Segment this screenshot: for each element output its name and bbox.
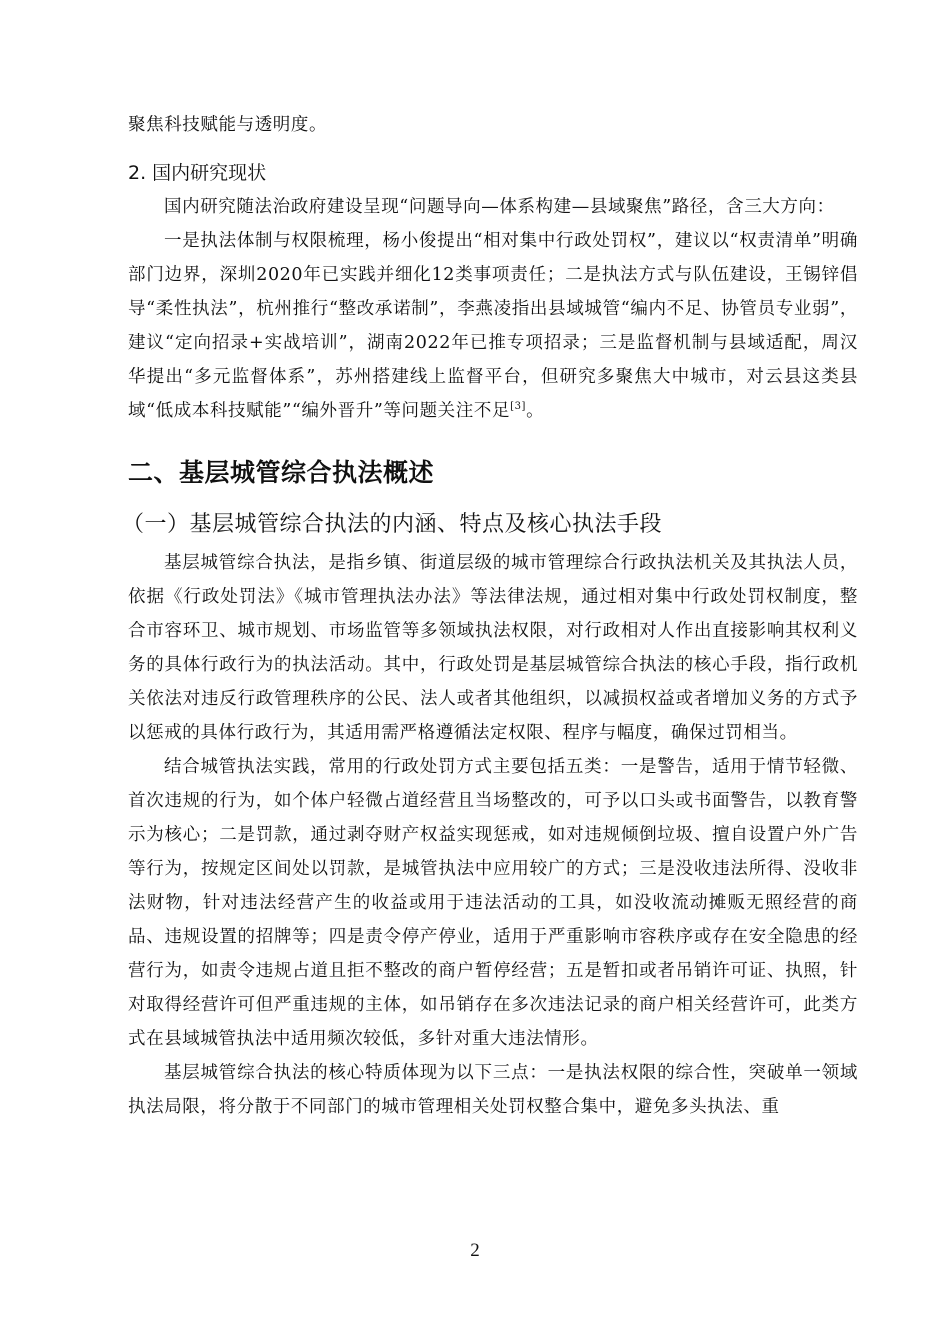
page-number: 2 xyxy=(470,1240,480,1261)
paragraph-penalty-types: 结合城管执法实践，常用的行政处罚方式主要包括五类：一是警告，适用于情节轻微、首次违规的行为，如个体户轻微占道经营且当场整改的，可予以口头或书面警告，以教育警示为核心；二是罚款，通过剥夺财产权益实现惩戒，如对违规倾倒垃圾、擅自设置户外广告等行为，按规定区间处以罚款，是城管执法中应用较广的方式；三是没收违法所得、没收非法财物，针对违法经营产生的收益或用于违法活动的工具，如没收流动摊贩无照经营的商品、违规设置的招牌等；四是责令停产停业，适用于严重影响市容秩序或存在安全隐患的经营行为，如责令违规占道且拒不整改的商户暂停经营；五是暂扣或者吊销许可证、执照，针对取得经营许可但严重违规的主体，如吊销存在多次违法记录的商户相关经营许可，此类方式在县域城管执法中适用频次较低，多针对重大违法情形。 xyxy=(128,757,858,1049)
paragraph-domestic-body-text: 一是执法体制与权限梳理，杨小俊提出“相对集中行政处罚权”，建议以“权责清单”明确部门边界，深圳2020年已实践并细化12类事项责任；二是执法方式与队伍建设，王锡锌倡导“柔性执法”，杭州推行“整改承诺制”，李燕凌指出县域城管“编内不足、协管员专业弱”，建议“定向招录+实战培训”，湖南2022年已推专项招录；三是监督机制与县域适配，周汉华提出“多元监督体系”，苏州搭建线上监督平台，但研究多聚焦大中城市，对云县这类县域“低成本科技赋能”“编外晋升”等问题关注不足 xyxy=(128,231,858,421)
section-heading-domestic-research: 2. 国内研究现状 xyxy=(128,162,267,184)
paragraph-domestic-intro: 国内研究随法治政府建设呈现“问题导向—体系构建—县域聚焦”路径，含三大方向： xyxy=(164,197,835,217)
paragraph-domestic-body-end: 。 xyxy=(526,401,545,421)
paragraph-continuation: 聚焦科技赋能与透明度。 xyxy=(128,115,328,135)
chapter-heading: 二、基层城管综合执法概述 xyxy=(128,458,435,487)
paragraph-domestic-body xyxy=(128,224,858,428)
paragraph-definition: 基层城管综合执法，是指乡镇、街道层级的城市管理综合行政执法机关及其执法人员，依据《行政处罚法》《城市管理执法办法》等法律法规，通过相对集中行政处罚权制度，整合市容环卫、城市规划、市场监管等多领域执法权限，对行政相对人作出直接影响其权利义务的具体行政行为的执法活动。其中，行政处罚是基层城管综合执法的核心手段，指行政机关依法对违反行政管理秩序的公民、法人或者其他组织，以减损权益或者增加义务的方式予以惩戒的具体行政行为，其适用需严格遵循法定权限、程序与幅度，确保过罚相当。 xyxy=(128,553,858,743)
subsection-heading: （一）基层城管综合执法的内涵、特点及核心执法手段 xyxy=(122,512,663,537)
page-content xyxy=(122,108,858,1124)
citation-marker: [3] xyxy=(510,401,527,413)
paragraph-core-traits: 基层城管综合执法的核心特质体现为以下三点：一是执法权限的综合性，突破单一领域执法局限，将分散于不同部门的城市管理相关处罚权整合集中，避免多头执法、重 xyxy=(128,1063,858,1117)
